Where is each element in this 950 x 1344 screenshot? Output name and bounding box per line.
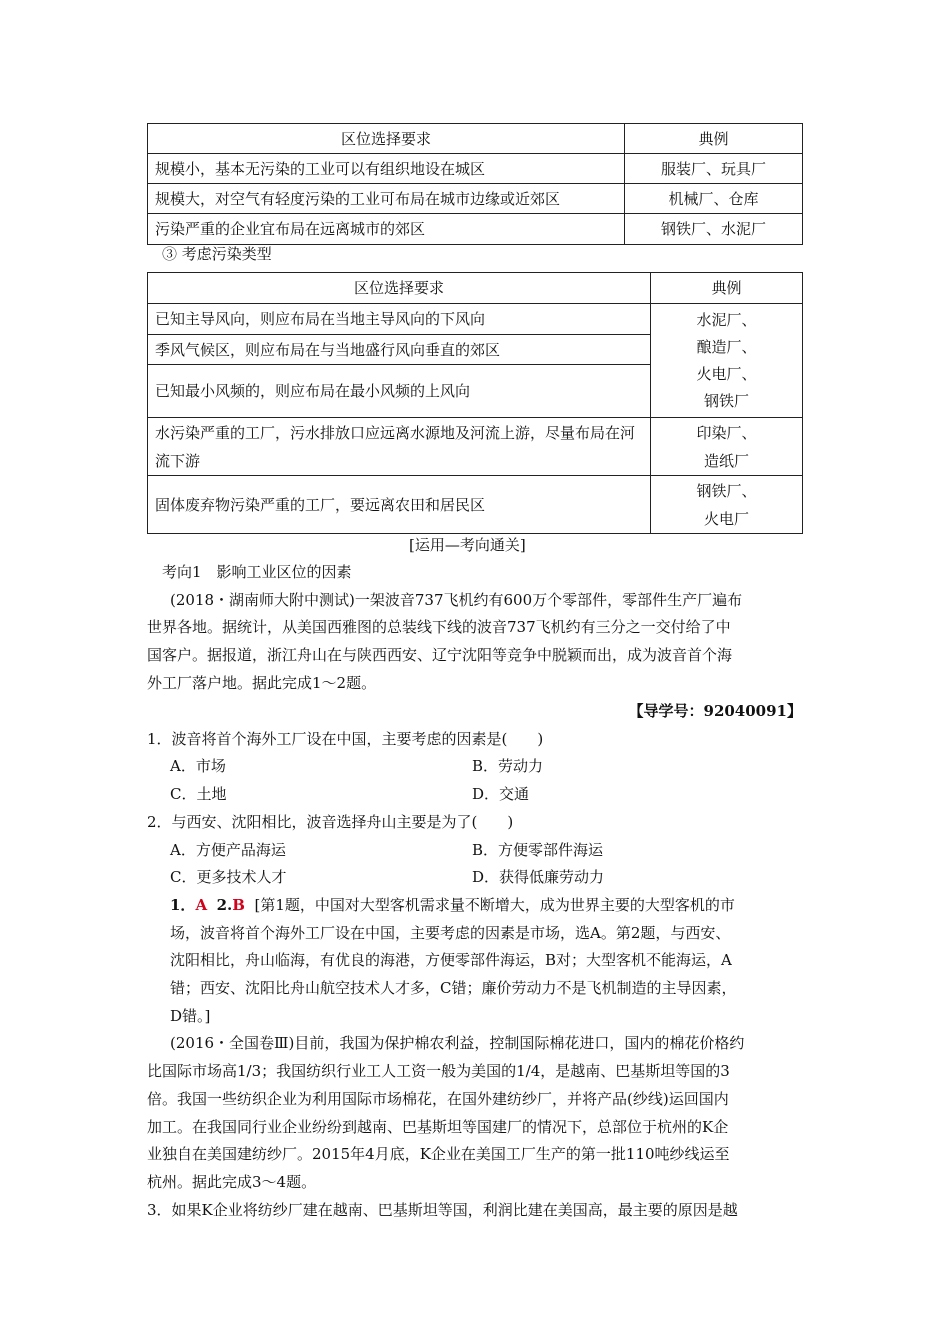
- passage-line: (2018・湖南师大附中测试)一架波音737飞机约有600万个零部件，零部件生产厂遍布: [170, 591, 743, 609]
- table2-cell-example-solid: [651, 476, 803, 534]
- guide-number: 【导学号：92040091】: [628, 702, 802, 720]
- table2-cell-requirement: 水污染严重的工厂，污水排放口应远离水源地及河流上游，尽量布局在河流下游: [148, 418, 651, 476]
- table1-cell-example: 机械厂、仓库: [625, 184, 803, 214]
- passage-line: (2016・全国卷Ⅲ)目前，我国为保护棉农利益，控制国际棉花进口，国内的棉花价格约: [170, 1034, 745, 1052]
- answer-number: 1．: [170, 896, 196, 914]
- option-d: D．获得低廉劳动力: [472, 868, 605, 886]
- table2-cell-example-air: [651, 304, 803, 418]
- example-line: 水泥厂、: [696, 310, 757, 329]
- table2-cell-requirement: 已知最小风频的，则应布局在最小风频的上风向: [148, 365, 651, 418]
- passage-line: 国客户。据报道，浙江舟山在与陕西西安、辽宁沈阳等竞争中脱颖而出，成为波音首个海: [147, 646, 733, 664]
- passage-line: 业独自在美国建纺纱厂。2015年4月底，K企业在美国工厂生产的第一批110吨纱线运至: [147, 1145, 730, 1163]
- example-line: 钢铁厂: [703, 391, 749, 410]
- answer-line: [170, 895, 735, 915]
- table1-header-requirement: 区位选择要求: [148, 124, 625, 154]
- option-c: C．更多技术人才: [170, 868, 287, 886]
- direction-heading: 考向1 影响工业区位的因素: [162, 563, 352, 581]
- table2-cell-requirement: 季风气候区，则应布局在与当地盛行风向垂直的郊区: [148, 335, 651, 365]
- question-stem: 2．与西安、沈阳相比，波音选择舟山主要是为了( ): [147, 813, 514, 831]
- option-b: B．方便零部件海运: [472, 841, 604, 859]
- table1-cell-example: 服装厂、玩具厂: [625, 154, 803, 184]
- option-c: C．土地: [170, 785, 227, 803]
- explanation-line: 沈阳相比，舟山临海，有优良的海港，方便零部件海运，B对；大型客机不能海运，A: [170, 951, 732, 969]
- example-line: 火电厂: [703, 509, 749, 528]
- table2-cell-example-water: [651, 418, 803, 476]
- table1-cell-requirement: 规模小，基本无污染的工业可以有组织地设在城区: [148, 154, 625, 184]
- passage-line: 比国际市场高1/3；我国纺织行业工人工资一般为美国的1/4，是越南、巴基斯坦等国的3: [147, 1062, 730, 1080]
- table1-cell-requirement: 规模大，对空气有轻度污染的工业可布局在城市边缘或近郊区: [148, 184, 625, 214]
- passage-line: 倍。我国一些纺织企业为利用国际市场棉花，在国外建纺纱厂，并将产品(纱线)运回国内: [147, 1090, 729, 1108]
- location-table-pollution: [147, 272, 803, 534]
- option-b: B．劳动力: [472, 757, 544, 775]
- answer-choice: A: [195, 896, 208, 914]
- table1-cell-requirement: 污染严重的企业宜布局在远离城市的郊区: [148, 214, 625, 245]
- table2-cell-requirement: 已知主导风向，则应布局在当地主导风向的下风向: [148, 304, 651, 335]
- example-line: 钢铁厂、: [696, 481, 757, 500]
- table2-header-example: 典例: [651, 273, 803, 304]
- question-stem: 3．如果K企业将纺纱厂建在越南、巴基斯坦等国，利润比建在美国高，最主要的原因是越: [147, 1201, 738, 1219]
- explanation-line: 场，波音将首个海外工厂设在中国，主要考虑的因素是市场，选A。第2题，与西安、: [170, 924, 731, 942]
- explanation-line: 错；西安、沈阳比舟山航空技术人才多，C错；廉价劳动力不是飞机制造的主导因素，: [170, 979, 737, 997]
- example-line: 造纸厂: [703, 451, 749, 470]
- option-a: A．方便产品海运: [170, 841, 286, 859]
- location-table-scale: [147, 123, 803, 245]
- table2-header-requirement: 区位选择要求: [148, 273, 651, 304]
- answer-choice: B: [232, 896, 245, 914]
- table1-header-example: 典例: [625, 124, 803, 154]
- answer-number: 2.: [216, 896, 233, 914]
- question-stem: 1．波音将首个海外工厂设在中国，主要考虑的因素是( ): [147, 730, 544, 748]
- option-d: D．交通: [472, 785, 530, 803]
- example-line: 火电厂、: [696, 364, 757, 383]
- passage-line: 外工厂落户地。据此完成1～2题。: [147, 674, 377, 692]
- table2-cell-requirement: 固体废弃物污染严重的工厂，要远离农田和居民区: [148, 476, 651, 534]
- example-line: 印染厂、: [696, 423, 757, 442]
- explanation-line: D错。]: [170, 1007, 211, 1025]
- practice-heading: [运用—考向通关]: [409, 536, 526, 554]
- example-line: 酿造厂、: [696, 337, 757, 356]
- passage-line: 杭州。据此完成3～4题。: [147, 1173, 317, 1191]
- explanation-text: [第1题，中国对大型客机需求量不断增大，成为世界主要的大型客机的市: [254, 896, 735, 914]
- table1-cell-example: 钢铁厂、水泥厂: [625, 214, 803, 245]
- option-a: A．市场: [170, 757, 226, 775]
- passage-line: 加工。在我国同行业企业纷纷到越南、巴基斯坦等国建厂的情况下，总部位于杭州的K企: [147, 1118, 729, 1136]
- section-title-pollution-type: ③ 考虑污染类型: [162, 245, 272, 263]
- passage-line: 世界各地。据统计，从美国西雅图的总装线下线的波音737飞机约有三分之一交付给了中: [147, 618, 731, 636]
